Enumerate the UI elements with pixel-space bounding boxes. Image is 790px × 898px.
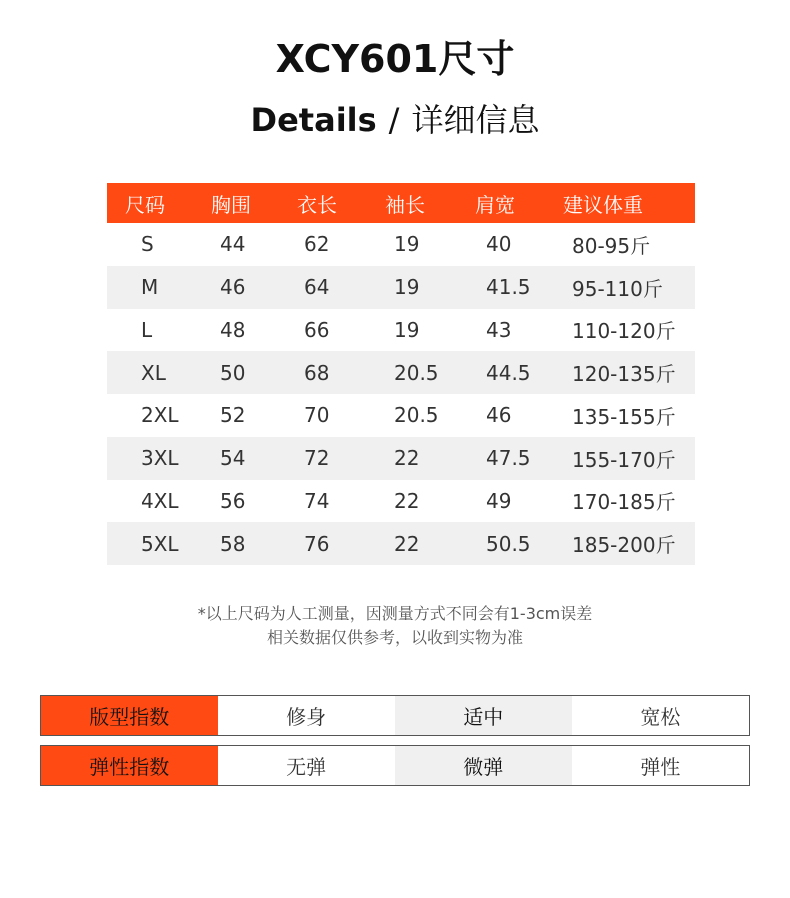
fit-index-label: 版型指数 [41, 696, 218, 735]
fit-option-regular: 适中 [395, 696, 572, 735]
cell-weight: 95-110斤 [545, 266, 695, 309]
table-row [107, 309, 695, 352]
cell-shoulder: 41.5 [457, 266, 545, 309]
cell-size: XL [107, 351, 193, 394]
column-header-size: 尺码 [107, 183, 193, 223]
cell-sleeve: 19 [367, 309, 457, 352]
page-subtitle [0, 95, 790, 141]
cell-chest: 52 [193, 394, 279, 437]
subtitle-chinese: 详细信息 [411, 101, 540, 139]
note-line-2: 相关数据仅供参考，以收到实物为准 [266, 628, 523, 647]
cell-size: L [107, 309, 193, 352]
cell-chest: 54 [193, 437, 279, 480]
cell-size: 2XL [107, 394, 193, 437]
cell-chest: 56 [193, 480, 279, 523]
column-header-weight: 建议体重 [545, 183, 695, 223]
fit-option-slim: 修身 [218, 696, 395, 735]
cell-chest: 50 [193, 351, 279, 394]
column-header-length: 衣长 [279, 183, 367, 223]
subtitle-separator: / [388, 101, 400, 139]
cell-shoulder: 43 [457, 309, 545, 352]
column-header-shoulder: 肩宽 [457, 183, 545, 223]
table-row [107, 480, 695, 523]
table-row [107, 394, 695, 437]
cell-weight: 80-95斤 [545, 223, 695, 266]
cell-length: 74 [279, 480, 367, 523]
table-row [107, 266, 695, 309]
stretch-index-row [40, 745, 750, 786]
stretch-option-slight: 微弹 [395, 746, 572, 785]
cell-shoulder: 40 [457, 223, 545, 266]
cell-length: 70 [279, 394, 367, 437]
stretch-option-none: 无弹 [218, 746, 395, 785]
measurement-note [0, 602, 790, 650]
cell-size: S [107, 223, 193, 266]
cell-sleeve: 22 [367, 522, 457, 565]
page-title: XCY601尺寸 [275, 37, 515, 81]
cell-weight: 185-200斤 [545, 522, 695, 565]
stretch-option-stretchy: 弹性 [572, 746, 749, 785]
table-row [107, 223, 695, 266]
cell-weight: 155-170斤 [545, 437, 695, 480]
table-row [107, 522, 695, 565]
cell-sleeve: 19 [367, 266, 457, 309]
cell-chest: 48 [193, 309, 279, 352]
cell-size: 4XL [107, 480, 193, 523]
cell-sleeve: 20.5 [367, 351, 457, 394]
cell-weight: 120-135斤 [545, 351, 695, 394]
cell-length: 64 [279, 266, 367, 309]
cell-chest: 46 [193, 266, 279, 309]
note-line-1: *以上尺码为人工测量，因测量方式不同会有1-3cm误差 [197, 604, 593, 623]
fit-option-loose: 宽松 [572, 696, 749, 735]
cell-length: 66 [279, 309, 367, 352]
cell-sleeve: 20.5 [367, 394, 457, 437]
cell-shoulder: 50.5 [457, 522, 545, 565]
cell-size: 3XL [107, 437, 193, 480]
subtitle-english: Details [250, 101, 377, 139]
cell-shoulder: 46 [457, 394, 545, 437]
cell-sleeve: 22 [367, 480, 457, 523]
cell-chest: 44 [193, 223, 279, 266]
cell-length: 76 [279, 522, 367, 565]
cell-size: 5XL [107, 522, 193, 565]
cell-sleeve: 19 [367, 223, 457, 266]
size-table-header-row [107, 183, 695, 223]
fit-index-row [40, 695, 750, 736]
table-row [107, 351, 695, 394]
cell-sleeve: 22 [367, 437, 457, 480]
cell-length: 68 [279, 351, 367, 394]
cell-shoulder: 47.5 [457, 437, 545, 480]
column-header-sleeve: 袖长 [367, 183, 457, 223]
stretch-index-label: 弹性指数 [41, 746, 218, 785]
cell-weight: 110-120斤 [545, 309, 695, 352]
cell-shoulder: 49 [457, 480, 545, 523]
cell-chest: 58 [193, 522, 279, 565]
column-header-chest: 胸围 [193, 183, 279, 223]
table-row [107, 437, 695, 480]
size-table [107, 183, 695, 565]
cell-shoulder: 44.5 [457, 351, 545, 394]
cell-size: M [107, 266, 193, 309]
cell-length: 72 [279, 437, 367, 480]
cell-length: 62 [279, 223, 367, 266]
cell-weight: 170-185斤 [545, 480, 695, 523]
cell-weight: 135-155斤 [545, 394, 695, 437]
